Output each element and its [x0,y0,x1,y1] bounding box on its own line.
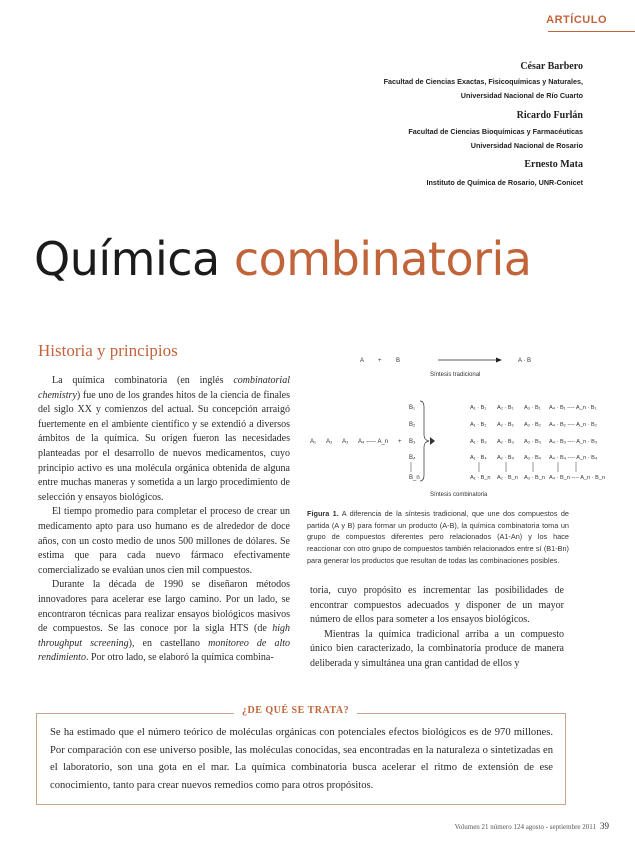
grid-cell: A₃ · B₄ [524,455,541,461]
caption-label: Figura 1. [307,509,339,518]
a-item: A₄ ----- A_n [358,439,389,445]
text-run: . Por otro lado, se elaboró la química combina- [85,652,274,664]
grid-cell: A₁ · B₂ [470,422,487,428]
grid-cell: A₁ · B₄ [470,455,487,461]
trad-b: B [396,358,401,364]
paragraph [38,374,290,505]
grid-cell: A₄ · B₂ ---- A_n · B₂ [549,422,597,428]
text-run: Durante la década de 1990 se diseñaron métodos innovadores para acelerar ese largo camino. Por un lado, se encontraron técnicas para realizar ensayos biológicos masivos de compuestos. Se las conoce por la sigla HTS (de [38,579,290,635]
grid-cell: A₂ · B₃ [497,439,514,445]
emphasis: high throughput screening [38,623,290,649]
section-heading: Historia y principios [38,341,178,360]
paragraph: El tiempo promedio para completar el proceso de crear un medicamento apto para uso humano es de alrededor de doce años, con un costo medio de unos 500 millones de dólares. Se estima que para cada nuevo fármaco efectivamente comercializado se evalúan unos cien mil compuestos. [38,506,290,576]
a-item: A₂ [326,439,333,445]
grid-cell: A₃ · B₂ [524,422,541,428]
affiliation-line: Facultad de Ciencias Bioquímicas y Farmacéuticas [408,127,583,136]
body-column-left [38,374,290,666]
body-column-right [310,584,564,672]
affiliation-line: Facultad de Ciencias Exactas, Fisicoquímicas y Naturales, [383,77,583,86]
grid-cell: A₄ · B_n ---- A_n · B_n [549,475,606,481]
section-rule [548,31,635,32]
author-affiliation-1 [384,75,583,103]
trad-plus: + [378,358,382,364]
grid-cell: A₁ · B_n [470,475,491,481]
author-name-3: Ernesto Mata [524,159,583,170]
paragraph: Mientras la química tradicional arriba a un compuesto único bien caracterizado, la combinatoria produce de manera deliberada y simultánea una gran cantidad de ellos y [310,628,564,669]
a-plus: + [398,439,402,445]
grid-cell: A₂ · B₁ [497,405,514,411]
article-title [34,232,531,286]
text-run: ), en castellano [128,637,209,649]
comb-label: Síntesis combinatoria [430,492,488,498]
grid-cell: A₁ · B₃ [470,439,487,445]
b-item: B₃ [409,439,416,445]
b-item: B₂ [409,422,416,428]
grid-cell: A₂ · B₂ [497,422,514,428]
trad-a: A [360,358,365,364]
page-footer [455,821,609,831]
page-number: 39 [600,821,609,831]
figure-caption [307,508,569,567]
paragraph: toria, cuyo propósito es incrementar las posibilidades de encontrar compuestos adecuados y disponer de un mayor número de ellos para someter a los ensayos biológicos. [310,585,564,626]
grid-cell: A₃ · B₁ [524,405,541,411]
trad-label: Síntesis tradicional [430,372,481,378]
b-item: B_n [409,475,420,481]
caption-text: A diferencia de la síntesis tradicional, que une dos compuestos de partida (A y B) para formar un producto (A-B), la química combinatoria toma un grupo de compuestos diferentes pero relacionados (A1-An) y los hace reaccionar con otro grupo de compuestos también relacionados entre sí (B1-Bn) para generar los productos que resultan de todas las combinaciones posibles. [307,509,569,565]
grid-cell: A₄ · B₃ ---- A_n · B₃ [549,439,598,445]
trad-arrow-head [496,358,502,363]
title-part-2: combinatoria [233,232,532,286]
footer-volume: Volumen 21 número 124 agosto - septiembre 2011 [454,823,596,831]
summary-box-text: Se ha estimado que el número teórico de moléculas orgánicas con potenciales efectos biológicos es de 970 millones. Por comparación con ese universo posible, las moléculas conocidas, sea encontradas en la naturaleza o sintetizadas en el laboratorio, son una gota en el mar. La química combinatoria busca acelerar el ritmo de extensión de ese conocimiento, tanto para crear nuevos remedios como para otros propósitos. [50,727,553,791]
author-name-2: Ricardo Furlán [516,110,583,121]
affiliation-line: Universidad Nacional de Río Cuarto [460,91,583,100]
title-part-1: Química [34,232,220,286]
figure-diagram [300,345,606,505]
grid-cell: A₄ · B₁ ---- A_n · B₁ [549,405,597,411]
author-affiliation-3 [426,176,583,190]
grid-cell: A₃ · B_n [524,475,545,481]
a-item: A₁ [310,439,317,445]
grid-cell: A₄ · B₄ ---- A_n · B₄ [549,455,598,461]
comb-arrow-head [430,437,435,445]
author-affiliation-2 [408,125,583,153]
paragraph [38,578,290,666]
text-run: ) fue uno de los grandes hitos de la ciencia de finales del siglo XX y comienzos del actual. Su concepción arraigó fuertemente en el ambiente científico y se extendió a diversos ámbitos de la química. Su origen fueron las necesidades planteadas por el desarrollo de nuevos medicamentos, cuyo principio activo es una molécula orgánica obtenida de alguna entre muchas maneras y sometida a un largo procedimiento de selección y ensayos biológicos. [38,389,290,503]
grid-cell: A₁ · B₁ [470,405,487,411]
b-bracket [420,401,429,481]
grid-cell: A₂ · B₄ [497,455,514,461]
emphasis: monitoreo de alto rendimiento [38,637,290,664]
affiliation-line: Instituto de Química de Rosario, UNR-Conicet [426,178,583,187]
a-item: A₃ [342,439,349,445]
author-name-1: César Barbero [520,61,583,72]
emphasis: combinatorial chemistry [38,375,290,401]
grid-cell: A₂ · B_n [497,475,518,481]
trad-product: A · B [518,358,532,364]
b-item: B₄ [409,455,416,461]
grid-cell: A₃ · B₃ [524,439,541,445]
b-item: B₁ [409,405,416,411]
section-tag: ARTÍCULO [546,14,607,26]
affiliation-line: Universidad Nacional de Rosario [470,141,583,150]
text-run: La química combinatoria (en inglés [52,375,234,386]
summary-box-title: ¿DE QUÉ SE TRATA? [234,705,357,716]
